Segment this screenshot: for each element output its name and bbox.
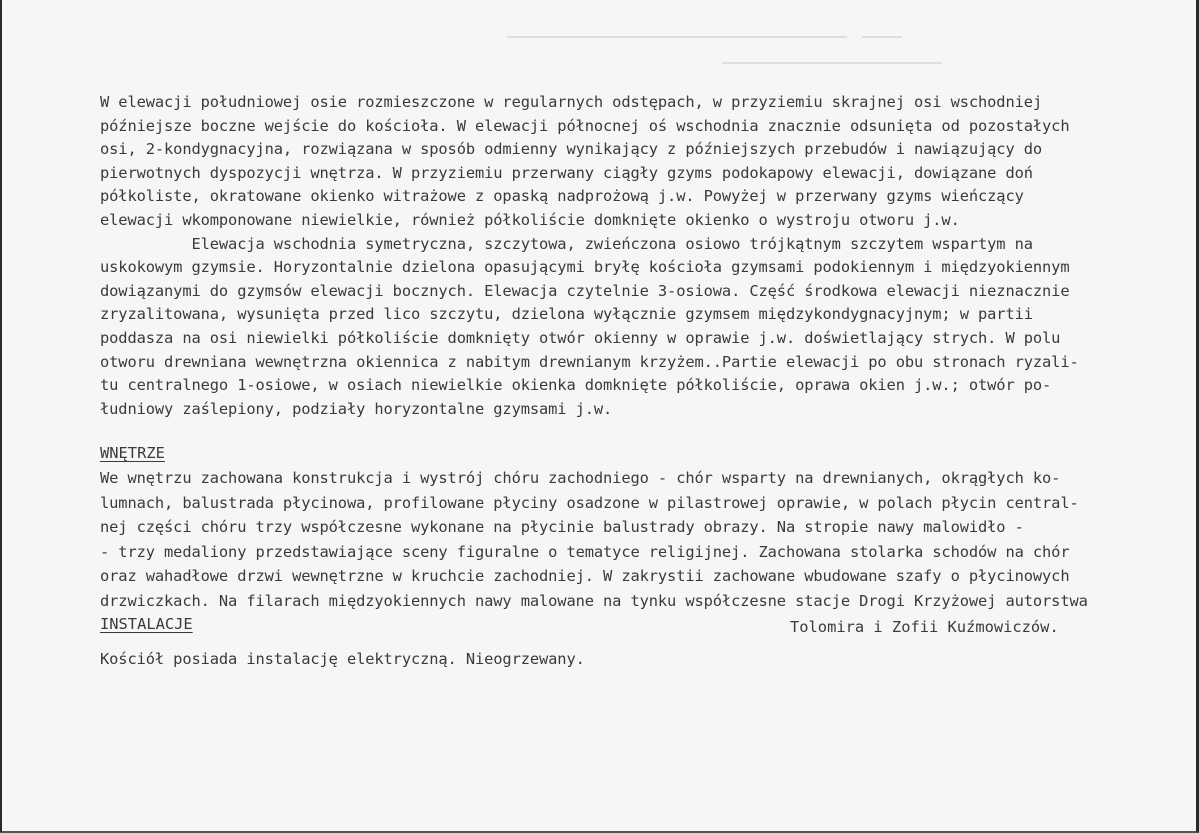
text-line: zryzalitowana, wysunięta przed lico szczytu, dzielona wyłącznie gzymsem międzykondygnacyjnym; w partii (100, 305, 1033, 324)
text-line: tu centralnego 1-osiowe, w osiach niewielkie okienka domknięte półkoliście, oprawa okien j.w.; otwór po- (100, 376, 1052, 395)
text-line: późniejsze boczne wejście do kościoła. W elewacji północnej oś wschodnia znacznie odsunięta od pozostałych (100, 116, 1070, 135)
bleed-through-mark (862, 36, 902, 38)
text-line: oraz wahadłowe drzwi wewnętrzne w kruchcie zachodniej. W zakrystii zachowane wbudowane szafy o płycinowych (100, 567, 1070, 586)
text-line: półkoliste, okratowane okienko witrażowe z opaską nadprożową j.w. Powyżej w przerwany gzyms wieńczący (100, 187, 1024, 206)
text-line: pierwotnych dyspozycji wnętrza. W przyziemiu przerwany ciągły gzyms podokapowy elewacji, dowiązane doń (100, 163, 1033, 182)
author-line: Tolomira i Zofii Kuźmowiczów. (790, 618, 1059, 636)
bleed-through-mark (722, 62, 942, 64)
heading-instalacje: INSTALACJE (100, 615, 193, 633)
text-line: poddasza na osi niewielki półkoliście domknięty otwór okienny w oprawie j.w. doświetlający strych. W polu (100, 329, 1061, 347)
text-line: osi, 2-kondygnacyjna, rozwiązana w sposób odmienny wynikający z późniejszych przebudów i nawiązujący do (100, 140, 1043, 159)
paragraph-instalacje: Kościół posiada instalację elektryczną. Nieogrzewany. (100, 650, 585, 668)
text-line: elewacji wkomponowane niewielkie, również półkoliście domknięte okienko o wystroju otworu j.w. (100, 211, 960, 229)
text-line: dowiązanymi do gzymsów elewacji bocznych. Elewacja czytelnie 3-osiowa. Część środkowa elewacji nieznacznie (100, 281, 1070, 300)
text-line: Elewacja wschodnia symetryczna, szczytowa, zwieńczona osiowo trójkątnym szczytem wspartym na (100, 234, 1033, 253)
text-line: drzwiczkach. Na filarach międzyokiennych nawy malowane na tynku współczesne stacje Drogi Krzyżowej autorstwa (100, 592, 1088, 610)
text-line: otworu drewniana wewnętrzna okiennica z nabitym drewnianym krzyżem..Partie elewacji po obu stronach ryzali- (100, 352, 1079, 371)
text-line: nej części chóru trzy współczesne wykonane na płycinie balustrady obrazy. Na stropie nawy malowidło - (100, 518, 1024, 537)
text-line: uskokowym gzymsie. Horyzontalnie dzielona opasującymi bryłę kościoła gzymsami podokiennym i międzyokiennym (100, 258, 1070, 277)
text-line: We wnętrzu zachowana konstrukcja i wystrój chóru zachodniego - chór wsparty na drewnianych, okrągłych ko- (100, 469, 1061, 487)
text-line: W elewacji południowej osie rozmieszczone w regularnych odstępach, w przyziemiu skrajnej osi wschodniej (100, 93, 1043, 111)
text-line: łudniowy zaślepiony, podziały horyzontalne gzymsami j.w. (100, 399, 613, 418)
heading-wnetrze: WNĘTRZE (100, 444, 165, 462)
bleed-through-mark (507, 36, 847, 38)
text-line: - trzy medaliony przedstawiające sceny figuralne o tematyce religijnej. Zachowana stolarka schodów na chór (100, 542, 1070, 561)
text-line: lumnach, balustrada płycinowa, profilowane płyciny osadzone w pilastrowej oprawie, w polach płycin central- (100, 493, 1079, 512)
